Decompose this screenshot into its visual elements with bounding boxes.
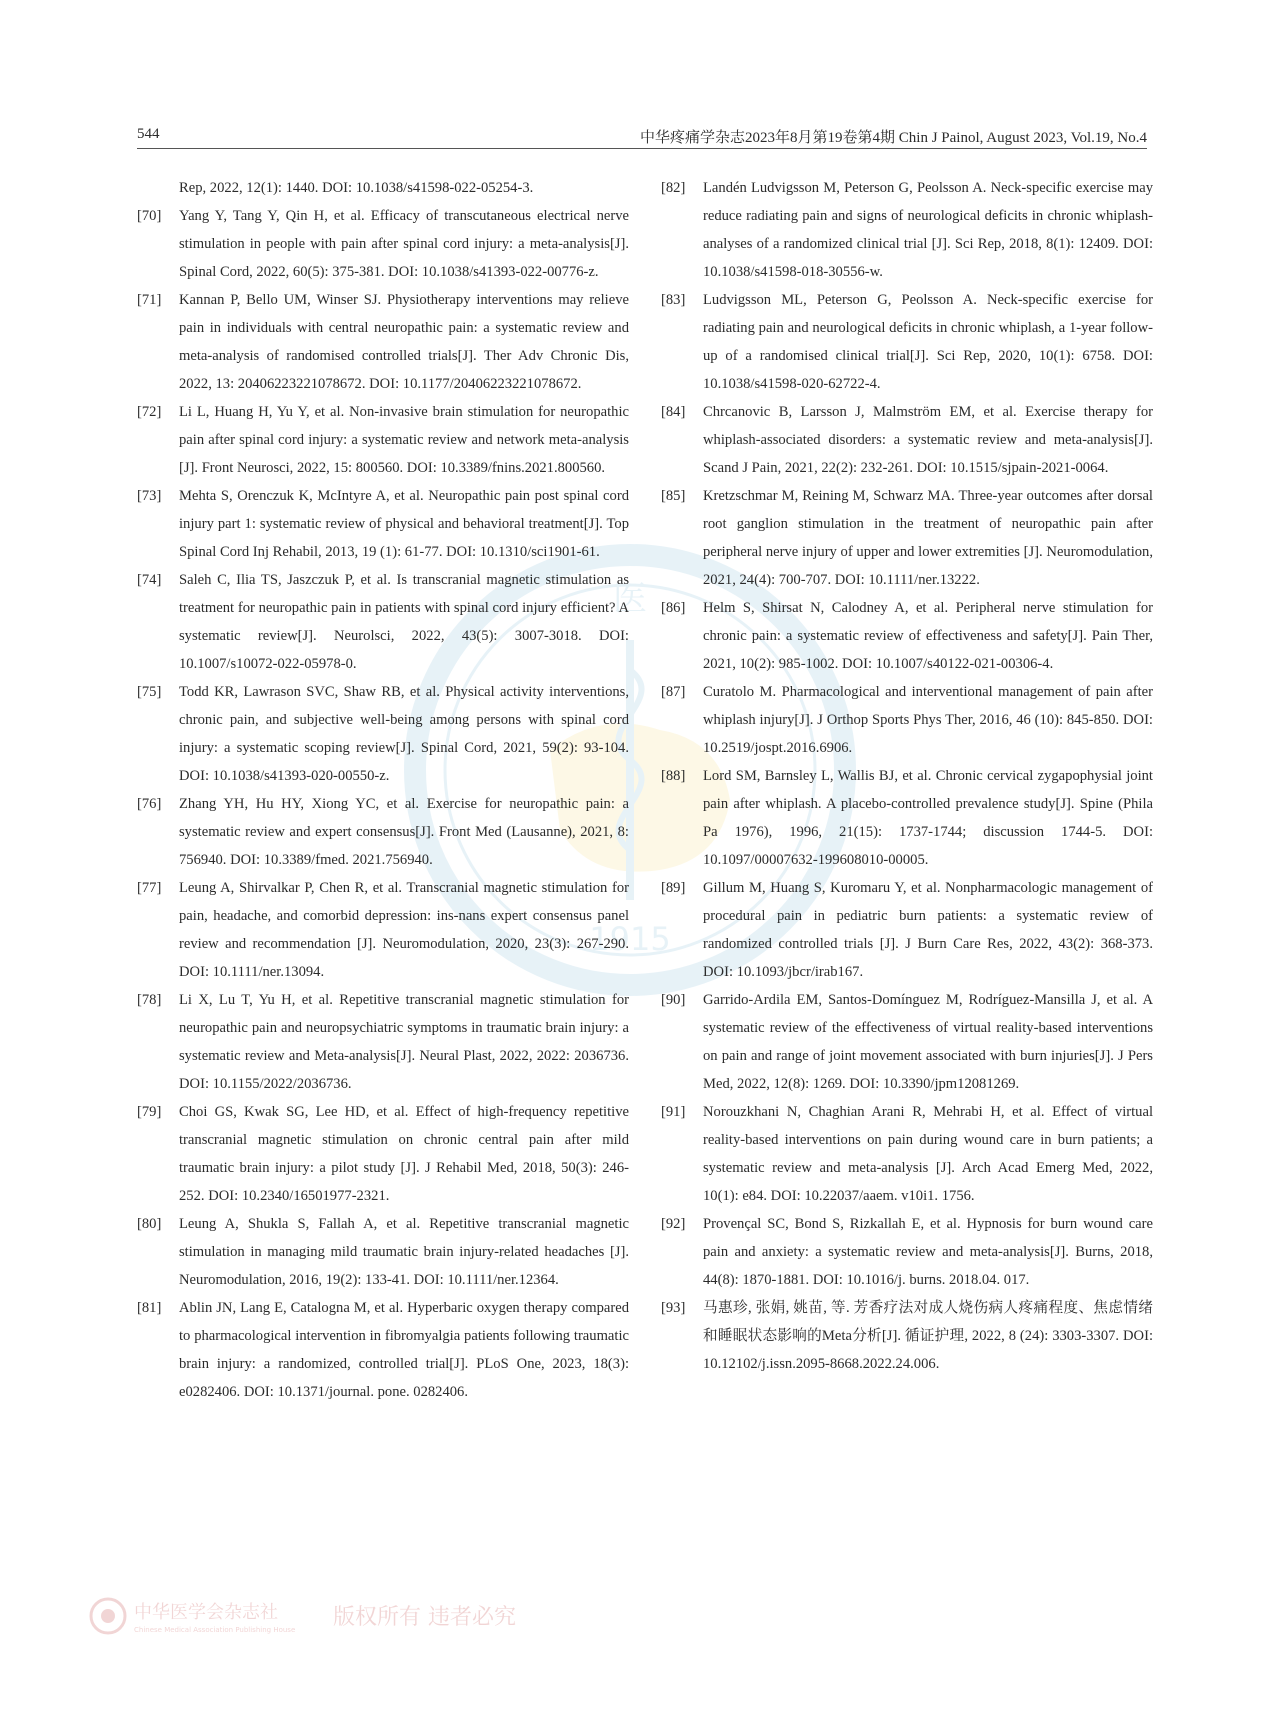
reference-92: [92] Provençal SC, Bond S, Rizkallah E, et al. Hypnosis for burn wound care pain and anxiety: a systematic review and meta-analysis[J]. Burns, 2018, 44(8): 1870-1881. DOI: 10.1016/j. burns. 2018.04. 017. <box>661 1216 1153 1288</box>
left-reference-column <box>137 174 629 1406</box>
reference-76: [76] Zhang YH, Hu HY, Xiong YC, et al. Exercise for neuropathic pain: a systematic review and expert consensus[J]. Front Med (Lausanne), 2021, 8: 756940. DOI: 10.3389/fmed. 2021.756940. <box>137 796 629 868</box>
seal-character: 医 <box>613 579 647 619</box>
reference-continuation: Rep, 2022, 12(1): 1440. DOI: 10.1038/s41598-022-05254-3. <box>179 180 534 196</box>
reference-79: [79] Choi GS, Kwak SG, Lee HD, et al. Effect of high-frequency repetitive transcranial magnetic stimulation on chronic central pain after mild traumatic brain injury: a pilot study [J]. J Rehabil Med, 2018, 50(3): 246-252. DOI: 10.2340/16501977-2321. <box>137 1104 629 1204</box>
reference-82: [82] Landén Ludvigsson M, Peterson G, Peolsson A. Neck-specific exercise may reduce radiating pain and signs of neurological deficits in chronic whiplash-analyses of a randomized clinical trial [J]. Sci Rep, 2018, 8(1): 12409. DOI: 10.1038/s41598-018-30556-w. <box>661 180 1153 280</box>
reference-73: [73] Mehta S, Orenczuk K, McIntyre A, et al. Neuropathic pain post spinal cord injury part 1: systematic review of physical and behavioral treatment[J]. Top Spinal Cord Inj Rehabil, 2013, 19 (1): 61-77. DOI: 10.1310/sci1901-61. <box>137 488 629 560</box>
publisher-name-en: Chinese Medical Association Publishing House <box>134 1626 296 1634</box>
running-header <box>137 124 1147 149</box>
reference-83: [83] Ludvigsson ML, Peterson G, Peolsson A. Neck-specific exercise for radiating pain and neurological deficits in chronic whiplash, a 1-year follow-up of a randomised clinical trial[J]. Sci Rep, 2020, 10(1): 6758. DOI: 10.1038/s41598-020-62722-4. <box>661 292 1153 392</box>
page-number: 544 <box>137 126 160 142</box>
reference-75: [75] Todd KR, Lawrason SVC, Shaw RB, et al. Physical activity interventions, chronic pain, and subjective well-being among persons with spinal cord injury: a systematic scoping review[J]. Spinal Cord, 2021, 59(2): 93-104. DOI: 10.1038/s41393-020-00550-z. <box>137 684 629 784</box>
reference-71: [71] Kannan P, Bello UM, Winser SJ. Physiotherapy interventions may relieve pain in individuals with central neuropathic pain: a systematic review and meta-analysis of randomised controlled trials[J]. Ther Adv Chronic Dis, 2022, 13: 20406223221078672. DOI: 10.1177/20406223221078672. <box>137 292 629 392</box>
reference-85: [85] Kretzschmar M, Reining M, Schwarz MA. Three-year outcomes after dorsal root ganglion stimulation in the treatment of neuropathic pain after peripheral nerve injury of upper and lower extremities [J]. Neuromodulation, 2021, 24(4): 700-707. DOI: 10.1111/ner.13222. <box>661 488 1153 588</box>
reference-89: [89] Gillum M, Huang S, Kuromaru Y, et al. Nonpharmacologic management of procedural pain in pediatric burn patients: a systematic review of randomized controlled trials [J]. J Burn Care Res, 2022, 43(2): 368-373. DOI: 10.1093/jbcr/irab167. <box>661 880 1153 980</box>
seal-year: 1915 <box>589 920 671 958</box>
reference-77: [77] Leung A, Shirvalkar P, Chen R, et al. Transcranial magnetic stimulation for pain, headache, and comorbid depression: ins-nans expert consensus panel review and recommendation [J]. Neuromodulation, 2020, 23(3): 267-290. DOI: 10.1111/ner.13094. <box>137 880 629 980</box>
copyright-slogan: 版权所有 违者必究 <box>333 1605 516 1630</box>
reference-80: [80] Leung A, Shukla S, Fallah A, et al. Repetitive transcranial magnetic stimulation in managing mild traumatic brain injury-related headaches [J]. Neuromodulation, 2016, 19(2): 133-41. DOI: 10.1111/ner.12364. <box>137 1216 629 1288</box>
reference-72: [72] Li L, Huang H, Yu Y, et al. Non-invasive brain stimulation for neuropathic pain after spinal cord injury: a systematic review and network meta-analysis [J]. Front Neurosci, 2022, 15: 800560. DOI: 10.3389/fnins.2021.800560. <box>137 404 629 476</box>
reference-81: [81] Ablin JN, Lang E, Catalogna M, et al. Hyperbaric oxygen therapy compared to pharmacological intervention in fibromyalgia patients following traumatic brain injury: a randomized, controlled trial[J]. PLoS One, 2023, 18(3): e0282406. DOI: 10.1371/journal. pone. 0282406. <box>137 1300 629 1400</box>
reference-88: [88] Lord SM, Barnsley L, Wallis BJ, et al. Chronic cervical zygapophysial joint pain after whiplash. A placebo-controlled prevalence study[J]. Spine (Phila Pa 1976), 1996, 21(15): 1737-1744; discussion 1744-5. DOI: 10.1097/00007632-199608010-00005. <box>661 768 1153 868</box>
journal-citation-line: 中华疼痛学杂志2023年8月第19卷第4期 Chin J Painol, August 2023, Vol.19, No.4 <box>640 130 1147 146</box>
publisher-footer-watermark <box>88 1596 588 1636</box>
reference-90: [90] Garrido-Ardila EM, Santos-Domínguez M, Rodríguez-Mansilla J, et al. A systematic review of the effectiveness of virtual reality-based interventions on pain and range of joint movement associated with burn injuries[J]. J Pers Med, 2022, 12(8): 1269. DOI: 10.3390/jpm12081269. <box>661 992 1153 1092</box>
reference-74: [74] Saleh C, Ilia TS, Jaszczuk P, et al. Is transcranial magnetic stimulation as treatment for neuropathic pain in patients with spinal cord injury efficient? A systematic review[J]. Neurolsci, 2022, 43(5): 3007-3018. DOI: 10.1007/s10072-022-05978-0. <box>137 572 629 672</box>
reference-78: [78] Li X, Lu T, Yu H, et al. Repetitive transcranial magnetic stimulation for neuropathic pain and neuropsychiatric symptoms in traumatic brain injury: a systematic review and Meta-analysis[J]. Neural Plast, 2022, 2022: 2036736. DOI: 10.1155/2022/2036736. <box>137 992 629 1092</box>
reference-86: [86] Helm S, Shirsat N, Calodney A, et al. Peripheral nerve stimulation for chronic pain: a systematic review of effectiveness and safety[J]. Pain Ther, 2021, 10(2): 985-1002. DOI: 10.1007/s40122-021-00306-4. <box>661 600 1153 672</box>
reference-91: [91] Norouzkhani N, Chaghian Arani R, Mehrabi H, et al. Effect of virtual reality-based interventions on pain during wound care in burn patients; a systematic review and meta-analysis [J]. Arch Acad Emerg Med, 2022, 10(1): e84. DOI: 10.22037/aaem. v10i1. 1756. <box>661 1104 1153 1204</box>
reference-93: [93] 马惠珍, 张娟, 姚苗, 等. 芳香疗法对成人烧伤病人疼痛程度、焦虑情绪和睡眠状态影响的Meta分析[J]. 循证护理, 2022, 8 (24): 3303-3307. DOI: 10.12102/j.issn.2095-8668.2022.24.006. <box>661 1300 1153 1372</box>
right-reference-column <box>661 174 1153 1378</box>
reference-84: [84] Chrcanovic B, Larsson J, Malmström EM, et al. Exercise therapy for whiplash-associated disorders: a systematic review and meta-analysis[J]. Scand J Pain, 2021, 22(2): 232-261. DOI: 10.1515/sjpain-2021-0064. <box>661 404 1153 476</box>
reference-87: [87] Curatolo M. Pharmacological and interventional management of pain after whiplash injury[J]. J Orthop Sports Phys Ther, 2016, 46 (10): 845-850. DOI: 10.2519/jospt.2016.6906. <box>661 684 1153 756</box>
reference-70: [70] Yang Y, Tang Y, Qin H, et al. Efficacy of transcutaneous electrical nerve stimulation in people with pain after spinal cord injury: a meta-analysis[J]. Spinal Cord, 2022, 60(5): 375-381. DOI: 10.1038/s41393-022-00776-z. <box>137 208 629 280</box>
publisher-name-cn: 中华医学会杂志社 <box>134 1602 278 1623</box>
